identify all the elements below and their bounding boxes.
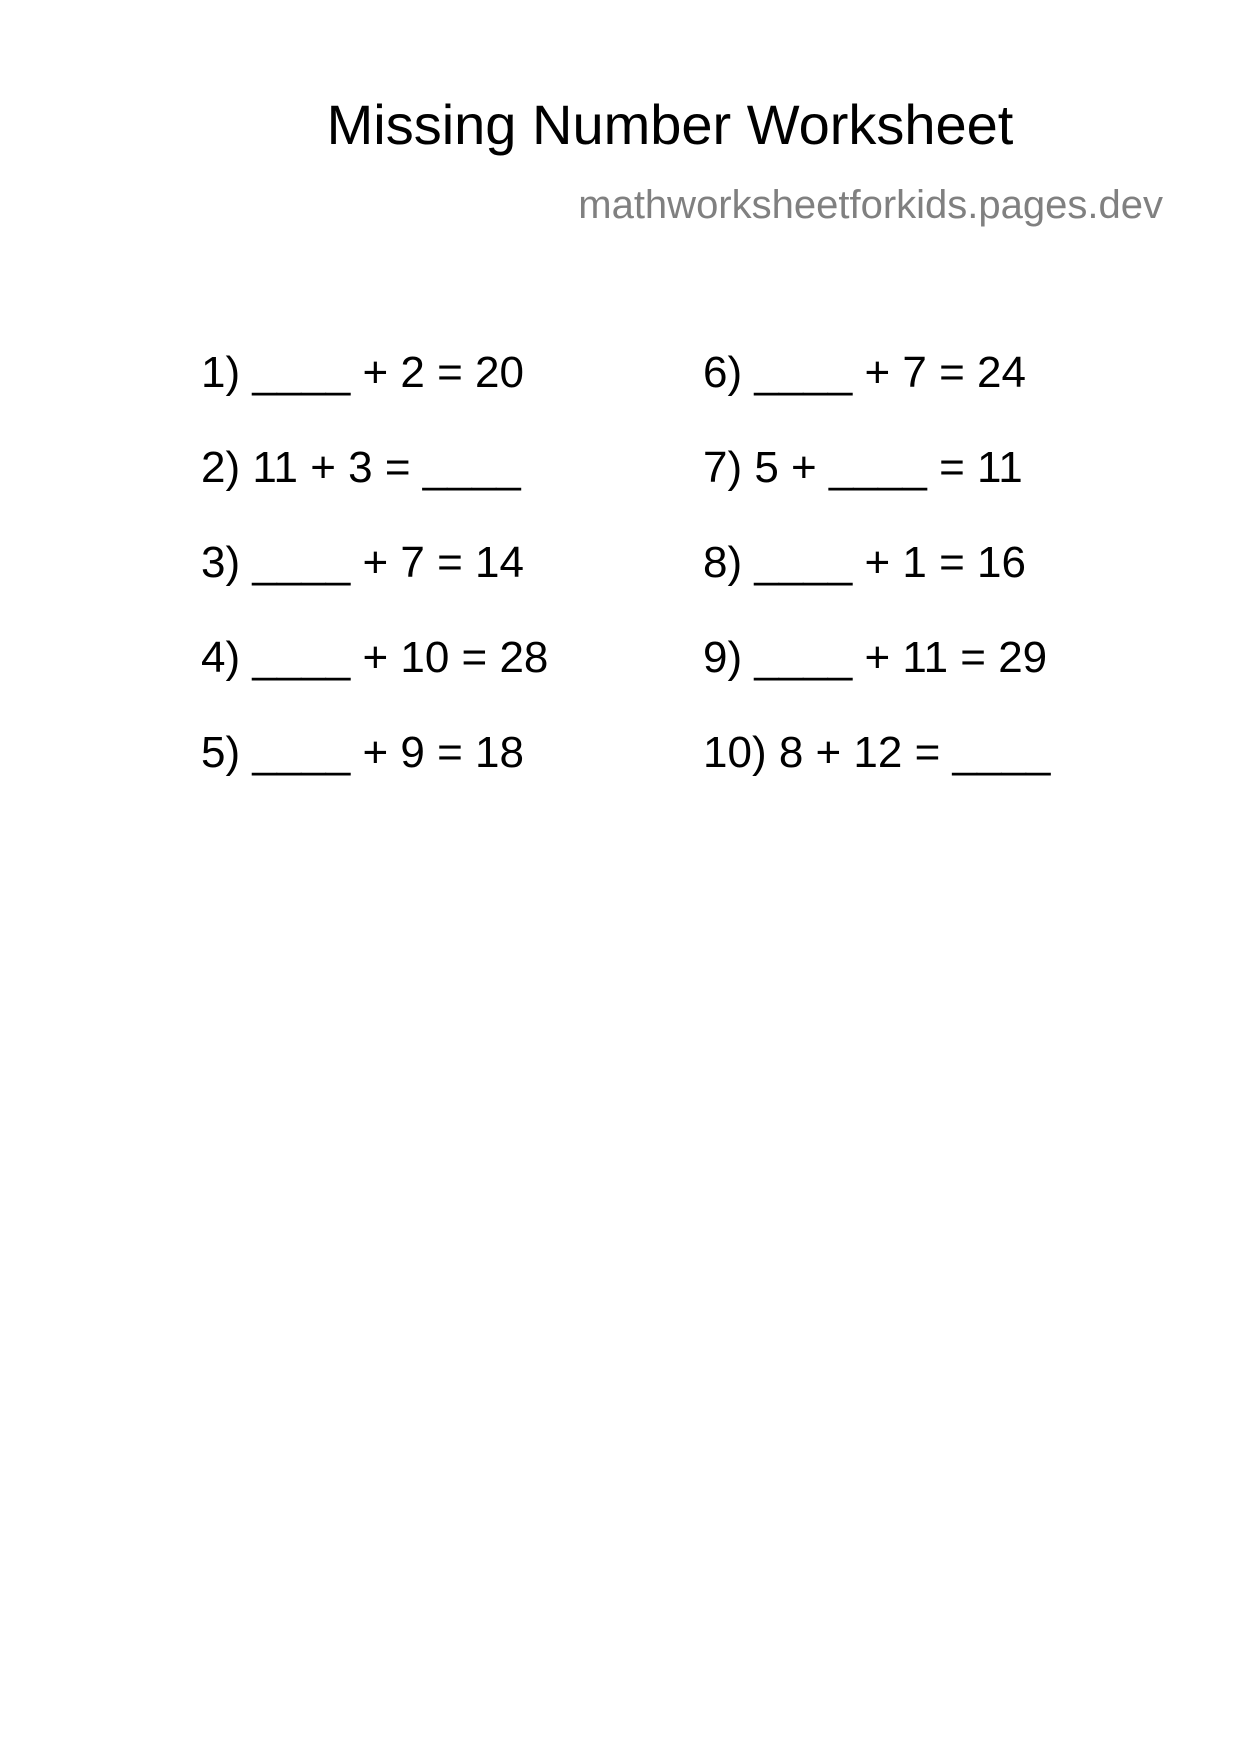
problem-1: 1) ____ + 2 = 20 <box>201 348 524 397</box>
problem-3: 3) ____ + 7 = 14 <box>201 538 524 587</box>
problem-4: 4) ____ + 10 = 28 <box>201 633 549 682</box>
problem-9: 9) ____ + 11 = 29 <box>703 633 1048 682</box>
problem-column-right <box>703 348 1051 826</box>
problem-10: 10) 8 + 12 = ____ <box>703 728 1051 777</box>
source-url: mathworksheetforkids.pages.dev <box>578 183 1163 227</box>
problem-column-left <box>201 348 549 826</box>
problem-6: 6) ____ + 7 = 24 <box>703 348 1026 397</box>
worksheet-title: Missing Number Worksheet <box>326 93 1014 156</box>
problem-8: 8) ____ + 1 = 16 <box>703 538 1026 587</box>
problem-5: 5) ____ + 9 = 18 <box>201 728 524 777</box>
problem-grid <box>0 348 1240 801</box>
problem-2: 2) 11 + 3 = ____ <box>201 443 521 492</box>
problem-7: 7) 5 + ____ = 11 <box>703 443 1023 492</box>
